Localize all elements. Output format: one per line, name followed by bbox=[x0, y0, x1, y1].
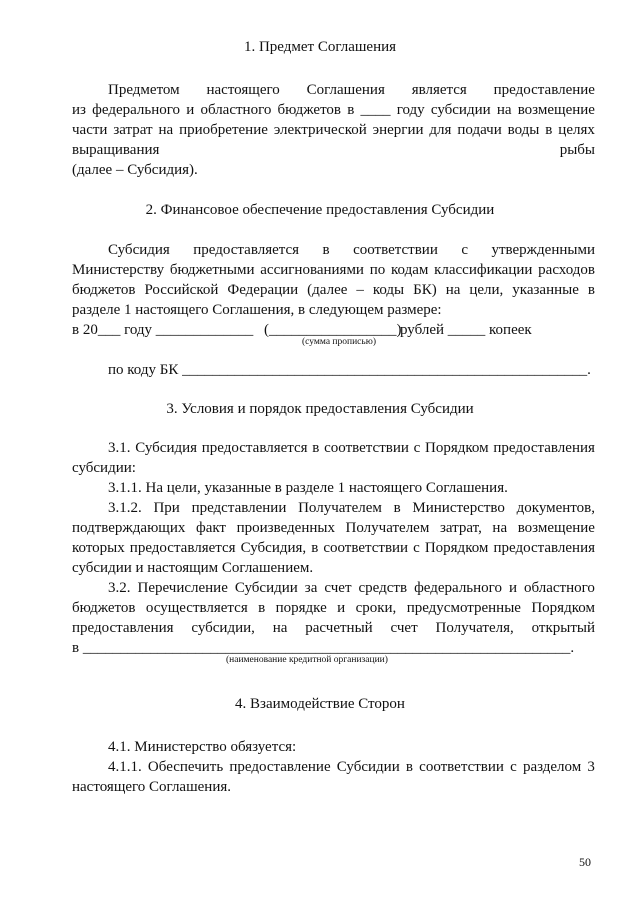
word: субсидии bbox=[430, 102, 491, 118]
word: по bbox=[369, 262, 386, 278]
s2-bk-line: по коду БК ______________________________________________________. bbox=[108, 362, 591, 378]
word: областного bbox=[523, 580, 595, 596]
word: части bbox=[72, 122, 108, 138]
s3-p312-line-2 bbox=[72, 518, 595, 538]
word: в bbox=[312, 440, 320, 456]
word: соответствии bbox=[323, 540, 409, 556]
word: Российской bbox=[144, 282, 219, 298]
word: Получателя, bbox=[435, 620, 514, 636]
word: Министерство bbox=[412, 500, 505, 516]
section-2-heading: 2. Финансовое обеспечение предоставления Субсидии bbox=[145, 202, 495, 218]
word: за bbox=[304, 580, 318, 596]
word: предусмотренные bbox=[406, 600, 521, 616]
word: и bbox=[508, 580, 517, 596]
word: энергии bbox=[372, 122, 424, 138]
s2-amount-part-2: (_________________) bbox=[264, 322, 402, 338]
word: Субсидии bbox=[336, 759, 400, 775]
word: Получателем bbox=[298, 500, 382, 516]
word: с bbox=[413, 440, 421, 456]
word: возмещение bbox=[517, 520, 595, 536]
word: целях bbox=[558, 122, 595, 138]
s2-amount-part-1: в 20___ году _____________ bbox=[72, 322, 254, 338]
word: Перечисление bbox=[137, 580, 228, 596]
word: и bbox=[186, 102, 195, 118]
word: Субсидии bbox=[234, 580, 298, 596]
word: из bbox=[72, 102, 86, 118]
word: кодам bbox=[390, 262, 429, 278]
word: в bbox=[405, 759, 413, 775]
word: произведенных bbox=[236, 520, 335, 536]
word: разделом bbox=[522, 759, 582, 775]
s1-line-5: (далее – Субсидия). bbox=[72, 162, 198, 178]
word: расходов bbox=[538, 262, 595, 278]
word: областного bbox=[200, 102, 272, 118]
word: с bbox=[461, 242, 468, 258]
word: счет bbox=[390, 620, 418, 636]
word: предоставления bbox=[493, 540, 595, 556]
word: предоставление bbox=[229, 759, 331, 775]
word: подачи bbox=[457, 122, 502, 138]
word: федерального bbox=[92, 102, 181, 118]
word: подтверждающих bbox=[72, 520, 186, 536]
word: в bbox=[587, 282, 595, 298]
word: предоставляется bbox=[129, 540, 236, 556]
word: 3 bbox=[587, 759, 595, 775]
word: предоставляется bbox=[193, 242, 300, 258]
word: выращивания bbox=[72, 142, 160, 158]
word: на bbox=[272, 620, 288, 636]
word: Субсидия, bbox=[240, 540, 307, 556]
word: сроки, bbox=[355, 600, 397, 616]
word: электрической bbox=[273, 122, 367, 138]
page-number: 50 bbox=[579, 855, 591, 869]
word: 4.1.1. bbox=[108, 759, 142, 775]
s3-p311: 3.1.1. На цели, указанные в разделе 1 настоящего Соглашения. bbox=[108, 480, 508, 496]
word: указанные bbox=[512, 282, 579, 298]
section-3-heading: 3. Условия и порядок предоставления Субсидии bbox=[166, 401, 474, 417]
s4-p41: 4.1. Министерство обязуется: bbox=[108, 739, 297, 755]
word: в bbox=[545, 122, 553, 138]
word: Соглашения bbox=[306, 82, 385, 98]
word: настоящего bbox=[206, 82, 280, 98]
word: в bbox=[258, 600, 266, 616]
word: которых bbox=[72, 540, 125, 556]
word: для bbox=[429, 122, 452, 138]
word: бюджетными bbox=[169, 262, 255, 278]
word: расчетный bbox=[305, 620, 373, 636]
word: представлении bbox=[191, 500, 287, 516]
word: БК) bbox=[413, 282, 437, 298]
word: воды bbox=[507, 122, 540, 138]
s2-line-2 bbox=[72, 260, 595, 280]
s3-p312-line-1 bbox=[108, 498, 595, 518]
word: ____ bbox=[360, 102, 391, 118]
word: возмещение bbox=[517, 102, 595, 118]
s2-amount-part-3: рублей _____ копеек bbox=[400, 322, 532, 338]
word: порядке bbox=[275, 600, 327, 616]
word: Субсидия bbox=[108, 242, 170, 258]
word: году bbox=[396, 102, 425, 118]
word: на bbox=[496, 102, 512, 118]
word: Обеспечить bbox=[147, 759, 224, 775]
word: соответствии bbox=[419, 759, 504, 775]
word: с bbox=[510, 759, 517, 775]
word: на bbox=[492, 520, 508, 536]
word: Порядком bbox=[531, 600, 595, 616]
word: Порядком bbox=[424, 540, 489, 556]
section-4-heading: 4. Взаимодействие Сторон bbox=[235, 696, 405, 712]
word: утвержденными bbox=[491, 242, 595, 258]
s3-p32-line-1 bbox=[108, 578, 595, 598]
word: Субсидия bbox=[135, 440, 198, 456]
s3-p32-line-4: в _________________________________________________________________. bbox=[72, 640, 575, 656]
word: затрат bbox=[113, 122, 153, 138]
word: счет bbox=[324, 580, 352, 596]
word: бюджетов bbox=[72, 282, 136, 298]
word: Порядком bbox=[425, 440, 489, 456]
word: соответствии bbox=[353, 242, 438, 258]
word: приобретение bbox=[179, 122, 268, 138]
word: в bbox=[322, 242, 330, 258]
word: ассигнованиями bbox=[260, 262, 364, 278]
word: коды bbox=[372, 282, 405, 298]
word: соответствии bbox=[324, 440, 409, 456]
s2-amount-note: (сумма прописью) bbox=[302, 337, 376, 347]
s3-p32-line-3 bbox=[72, 618, 595, 638]
word: бюджетов bbox=[277, 102, 342, 118]
s3-bank-note: (наименование кредитной организации) bbox=[226, 655, 388, 665]
word: и bbox=[337, 600, 346, 616]
word: в bbox=[393, 500, 401, 516]
word: Министерству bbox=[72, 262, 165, 278]
word: осуществляется bbox=[145, 600, 248, 616]
word: средств bbox=[358, 580, 408, 596]
word: 3.1.2. bbox=[108, 500, 142, 516]
word: предоставления bbox=[493, 440, 595, 456]
s3-p31-line-2: субсидии: bbox=[72, 460, 136, 476]
s2-line-1 bbox=[108, 240, 595, 260]
s1-line-4 bbox=[72, 140, 595, 160]
word: Предметом bbox=[108, 82, 180, 98]
s1-line-2 bbox=[72, 100, 595, 120]
s2-line-3 bbox=[72, 280, 595, 300]
word: предоставление bbox=[493, 82, 595, 98]
word: является bbox=[411, 82, 467, 98]
word: затрат, bbox=[439, 520, 482, 536]
s3-p312-line-4: субсидии и настоящим Соглашением. bbox=[72, 560, 314, 576]
s3-p312-line-3 bbox=[72, 538, 595, 558]
s4-p411-line-1 bbox=[108, 757, 595, 777]
word: Федерации bbox=[227, 282, 299, 298]
word: документов, bbox=[516, 500, 595, 516]
s1-line-3 bbox=[72, 120, 595, 140]
word: открытый bbox=[531, 620, 595, 636]
word: с bbox=[413, 540, 420, 556]
s2-line-4: разделе 1 настоящего Соглашения, в следующем размере: bbox=[72, 302, 442, 318]
word: факт bbox=[195, 520, 226, 536]
word: федерального bbox=[414, 580, 502, 596]
section-1-heading: 1. Предмет Соглашения bbox=[243, 39, 397, 55]
word: (далее bbox=[307, 282, 348, 298]
word: – bbox=[356, 282, 364, 298]
word: предоставляется bbox=[201, 440, 308, 456]
word: цели, bbox=[469, 282, 504, 298]
word: на bbox=[445, 282, 461, 298]
word: в bbox=[347, 102, 355, 118]
word: 3.2. bbox=[108, 580, 131, 596]
word: предоставления bbox=[72, 620, 174, 636]
word: рыбы bbox=[559, 142, 595, 158]
word: в bbox=[311, 540, 319, 556]
word: классификации bbox=[434, 262, 533, 278]
s1-line-1 bbox=[108, 80, 595, 100]
word: 3.1. bbox=[108, 440, 131, 456]
s3-p31-line-1 bbox=[108, 438, 595, 458]
s4-p411-line-2: настоящего Соглашения. bbox=[72, 779, 232, 795]
s3-p32-line-2 bbox=[72, 598, 595, 618]
word: При bbox=[153, 500, 180, 516]
word: на bbox=[158, 122, 174, 138]
word: бюджетов bbox=[72, 600, 136, 616]
word: субсидии, bbox=[191, 620, 255, 636]
word: Получателем bbox=[345, 520, 430, 536]
